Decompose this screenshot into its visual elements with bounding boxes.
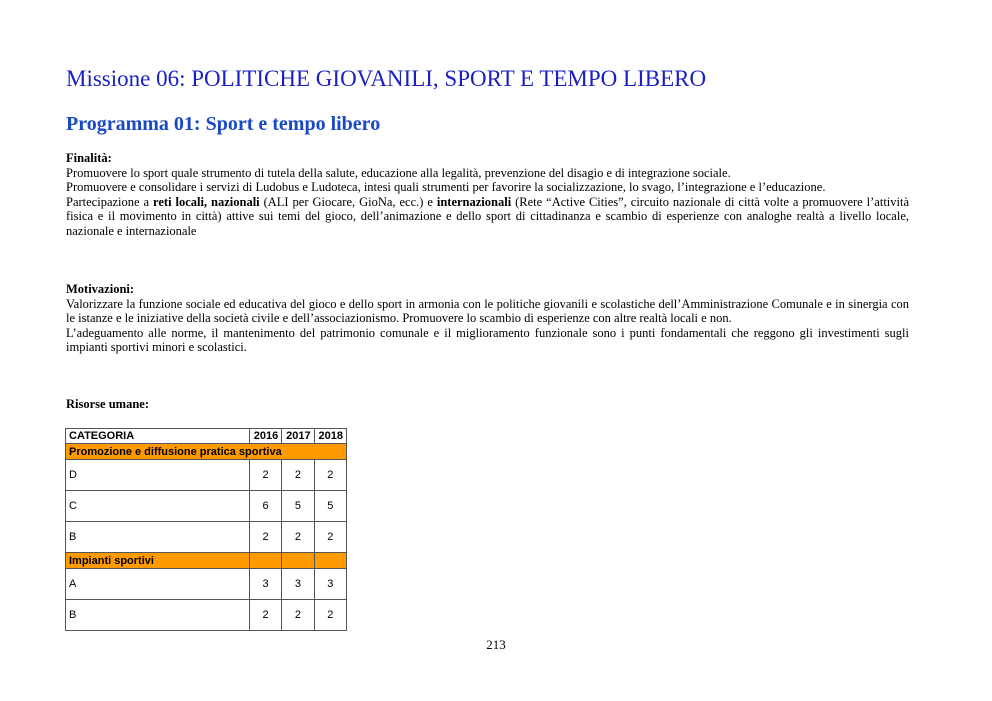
table-row [66, 600, 347, 631]
group-label: Promozione e diffusione pratica sportiva [66, 444, 347, 460]
row-value-2018: 5 [314, 491, 346, 522]
table-row [66, 569, 347, 600]
row-category: D [66, 460, 250, 491]
finalita-p3-bold-international: internazionali [436, 194, 512, 209]
table-row [66, 491, 347, 522]
finalita-p3-text-a: Partecipazione a [66, 194, 154, 209]
row-value-2017: 3 [282, 569, 314, 600]
finalita-paragraph-1: Promuovere lo sport quale strumento di tutela della salute, educazione alla legalità, prevenzione del disagio e di integrazione sociale. [66, 165, 731, 180]
finalita-p3-bold-networks: reti locali, nazionali [153, 194, 260, 209]
row-value-2017: 2 [282, 600, 314, 631]
group-empty-cell [249, 553, 281, 569]
motivazioni-section [66, 282, 909, 355]
group-label: Impianti sportivi [66, 553, 250, 569]
row-value-2017: 2 [282, 460, 314, 491]
risorse-heading: Risorse umane: [66, 397, 149, 411]
group-empty-cell [314, 553, 346, 569]
row-value-2016: 2 [249, 460, 281, 491]
header-year-2018: 2018 [314, 429, 346, 444]
finalita-paragraph-2: Promuovere e consolidare i servizi di Ludobus e Ludoteca, intesi quali strumenti per favorire la socializzazione, lo svago, l’integrazione e l’educazione. [66, 180, 826, 195]
row-value-2016: 2 [249, 600, 281, 631]
header-year-2016: 2016 [249, 429, 281, 444]
finalita-p3-text-c: (ALI per Giocare, GioNa, ecc.) e [259, 194, 437, 209]
table-header-row [66, 429, 347, 444]
group-row-impianti [66, 553, 347, 569]
mission-title: Missione 06: POLITICHE GIOVANILI, SPORT E TEMPO LIBERO [66, 66, 707, 91]
motivazioni-heading: Motivazioni: [66, 282, 135, 296]
finalita-heading: Finalità: [66, 151, 112, 165]
row-value-2016: 6 [249, 491, 281, 522]
table-row [66, 522, 347, 553]
row-value-2016: 2 [249, 522, 281, 553]
page-number: 213 [486, 637, 506, 652]
row-value-2018: 2 [314, 460, 346, 491]
finalita-section [66, 151, 909, 239]
row-value-2018: 2 [314, 522, 346, 553]
group-empty-cell [282, 553, 314, 569]
table-row [66, 460, 347, 491]
row-category: A [66, 569, 250, 600]
row-value-2017: 2 [282, 522, 314, 553]
row-category: B [66, 522, 250, 553]
row-value-2018: 3 [314, 569, 346, 600]
group-row-promozione [66, 444, 347, 460]
program-title: Programma 01: Sport e tempo libero [66, 113, 381, 135]
finalita-p3-text-e: (Rete “Active Cities”, circuito nazionale di città volte a promuovere l’attività fisica e il movimento in città) attive sui temi del gioco, dell’animazione e dello sport di cittadinanza e scambio di esperienze con analoghe realtà a livello locale, nazionale e internazionale [66, 194, 910, 238]
finalita-paragraph-3 [66, 195, 909, 239]
row-value-2018: 2 [314, 600, 346, 631]
header-category: CATEGORIA [66, 429, 250, 444]
motivazioni-paragraph-2: L’adeguamento alle norme, il mantenimento del patrimonio comunale e il miglioramento funzionale sono i punti fondamentali che reggono gli investimenti sugli impianti sportivi minori e scolastici. [66, 325, 909, 355]
row-value-2017: 5 [282, 491, 314, 522]
motivazioni-paragraph-1: Valorizzare la funzione sociale ed educativa del gioco e dello sport in armonia con le politiche giovanili e scolastiche dell’Amministrazione Comunale e in sinergia con le istanze e le iniziative della società civile e dell’associazionismo. Promuovere lo scambio di esperienze con altre realtà locali e non. [66, 296, 909, 326]
row-value-2016: 3 [249, 569, 281, 600]
human-resources-table [65, 428, 347, 631]
header-year-2017: 2017 [282, 429, 314, 444]
row-category: C [66, 491, 250, 522]
row-category: B [66, 600, 250, 631]
